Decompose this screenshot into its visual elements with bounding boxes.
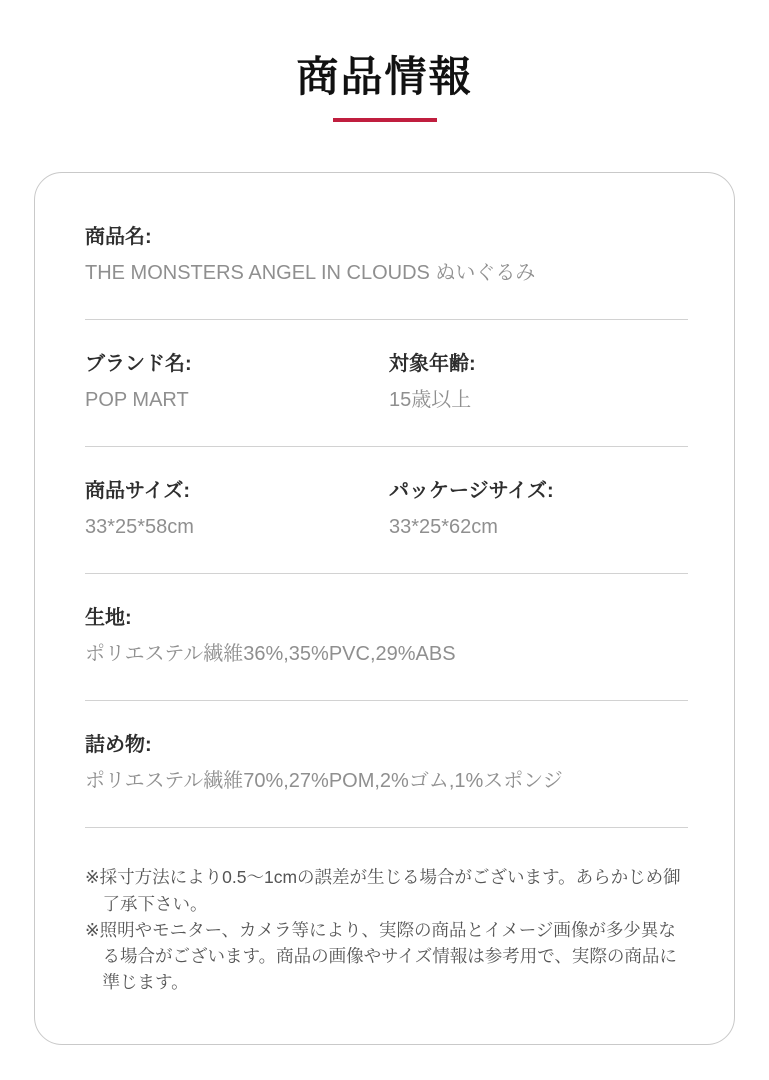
field-stuffing xyxy=(85,731,688,795)
row-sizes xyxy=(85,477,688,541)
divider xyxy=(85,319,688,320)
product-name-label: 商品名: xyxy=(85,226,152,249)
divider xyxy=(85,827,688,828)
fabric-label: 生地: xyxy=(85,607,132,630)
row-brand-age xyxy=(85,350,688,414)
field-package-size xyxy=(389,477,688,541)
package-size-label: パッケージサイズ: xyxy=(389,480,554,503)
divider xyxy=(85,446,688,447)
product-size-label: 商品サイズ: xyxy=(85,480,191,503)
product-size-value: 33*25*58cm xyxy=(85,516,194,539)
divider xyxy=(85,573,688,574)
target-age-value: 15歳以上 xyxy=(389,389,472,412)
field-brand xyxy=(85,350,389,414)
brand-value: POP MART xyxy=(85,389,189,412)
field-product-size xyxy=(85,477,389,541)
page-title: 商品情報 xyxy=(296,53,473,100)
disclaimer-note: ※照明やモニター、カメラ等により、実際の商品とイメージ画像が多少異なる場合がございます。商品の画像やサイズ情報は参考用で、実際の商品に準じます。 xyxy=(85,919,677,993)
disclaimer-notes xyxy=(85,864,688,995)
package-size-value: 33*25*62cm xyxy=(389,516,498,539)
field-target-age xyxy=(389,350,688,414)
fabric-value: ポリエステル繊維36%,35%PVC,29%ABS xyxy=(85,643,456,666)
title-underline xyxy=(333,118,437,122)
product-info-card xyxy=(34,172,735,1044)
field-fabric xyxy=(85,604,688,668)
page-header xyxy=(0,0,769,122)
stuffing-value: ポリエステル繊維70%,27%POM,2%ゴム,1%スポンジ xyxy=(85,770,563,793)
field-product-name xyxy=(85,223,688,287)
disclaimer-note: ※採寸方法により0.5〜1cmの誤差が生じる場合がございます。あらかじめ御了承下さい。 xyxy=(85,867,681,914)
stuffing-label: 詰め物: xyxy=(85,734,152,757)
brand-label: ブランド名: xyxy=(85,353,192,376)
target-age-label: 対象年齢: xyxy=(389,353,476,376)
divider xyxy=(85,700,688,701)
product-name-value: THE MONSTERS ANGEL IN CLOUDS ぬいぐるみ xyxy=(85,262,536,285)
